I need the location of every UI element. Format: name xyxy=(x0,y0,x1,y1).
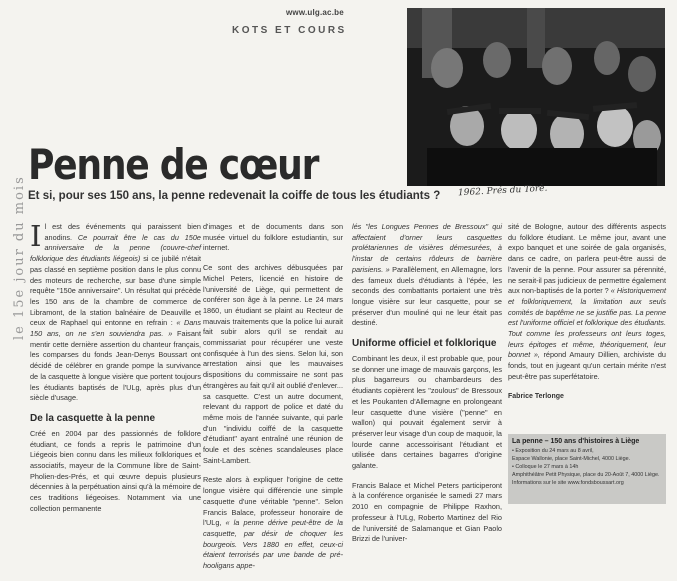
site-url: www.ulg.ac.be xyxy=(286,8,344,17)
text: Ce pourrait être le cas du 150e anniversaire de la penne (couvre-chef folklorique des étudiants liégeois) xyxy=(30,232,201,264)
info-line: Espace Wallonie, place Saint-Michel, 4000 Liège. xyxy=(512,456,631,462)
paragraph xyxy=(508,222,666,383)
paragraph xyxy=(30,219,202,404)
paragraph: Créé en 2004 par des passionnés de folklore étudiant, ce fonds a repris le patrimoine d'un Liégeois bien connu dans les milieux folkloriques et associatifs, mayeur de la Commune libre de Saint-Pholien-des-Prés, et qui œuvre depuis plusieurs décennies à la perpétuation ainsi qu'à la mémoire de ces traditions liégeoises. Notamment via une collection permanente xyxy=(30,428,201,513)
text: l est des événements qui paraissent bien anodins. xyxy=(44,222,201,242)
side-label xyxy=(0,175,27,506)
text: Parallèlement, en Allemagne, lors des fameux duels d'étudiants à l'épée, les seconds des combattants portaient une très longue visière sur leur casquette, pour se préserver d'un mouliné qui ne leur était pas destiné. xyxy=(352,264,502,328)
quote: « Historiquement et folkloriquement, la limitation aux seuls comités de baptême ne se justifie pas. La penne est l'uniforme officiel et folklorique des étudiants. Tout comme les professeurs ont leurs toges, leurs épitoges et même, théoriquement, leur bonnet », xyxy=(508,286,666,360)
archive-photo xyxy=(407,8,665,203)
subheading: Uniforme officiel et folklorique xyxy=(352,338,497,350)
author-name: Fabrice Terlonge xyxy=(508,392,564,400)
article-subtitle: Et si, pour ses 150 ans, la penne redevenait la coiffe de tous les étudiants ? xyxy=(28,190,441,202)
info-line: • Exposition du 24 mars au 8 avril, xyxy=(512,448,594,454)
paragraph: Ce sont des archives débusquées par Michel Peters, licencié en histoire de l'université de Liège, qui permettent de conférer son âge à la penne. Le 24 mars 1860, un étudiant se plaint au Recteur de mauvais traitements que la police lui aurait fait subir alors qu'il se rendait au commissariat pour récupérer une veste confisquée à l'un des siens. Selon lui, son arrestation ainsi que les mauvaises dispositions du commissaire ne sont pas étrangères au fait qu'il ait oublié d'enlever... sa casquette. C'est un autre document, relevant du rapport de police et daté du même mois de l'année suivante, qui parle d'un "individu coiffé de la casquette d'étudiant" ayant entraîné une réunion de foule et des scènes scandaleuses place Saint-Lambert. xyxy=(203,263,343,465)
quote: « la penne dérive peut-être de la casquette, par désir de choquer les bourgeois. Vers 1880 en effet, ceux-ci étaient terrorisés par une bande de pré-hooligans appe- xyxy=(203,518,343,571)
article-title: Penne de cœur xyxy=(28,140,319,189)
text: si ce jubilé n'était pas classé en septième position dans le plus connu des moteurs de recherche, sur base d'une simple requête "150e anniversaire". Un résultat qui précède les 150 ans de la chambre de commerce de Libramont, de la station balnéaire de Deauville et ceux de Raphael qui entonne en refrain : xyxy=(30,254,201,328)
subheading: De la casquette à la penne xyxy=(30,412,156,424)
info-line: Amphithéâtre Petit Physique, place du 20-Août 7, 4000 Liège. xyxy=(512,472,660,478)
side-label-text: le 15e jour du mois xyxy=(12,175,27,340)
photo-caption: 1962. Prés du Torè. xyxy=(457,183,548,199)
text: Faisant mentir cette dernière assertion du chanteur français, les comparses du fonds Jean-Denys Boussart ont décidé de célébrer en grande pompe la survivance de la casquette à longue visière que portent toujours les étudiants baptisés de l'ULg, après plus d'un siècle d'usage. xyxy=(30,329,201,403)
text: répond Amaury Dillien, archiviste du fonds, tout en jugeant qu'un certain mérite n'est peut-être pas superfétatoire. xyxy=(508,350,666,381)
paragraph xyxy=(203,475,343,571)
info-link[interactable]: Informations sur le site www.fondsboussart.org xyxy=(512,480,624,486)
crowd-photo-image xyxy=(407,8,665,203)
section-rubric: KOTS ET COURS xyxy=(232,25,347,36)
paragraph: d'images et de documents dans son musée virtuel du folklore estudiantin, sur internet. xyxy=(203,222,343,253)
column-3 xyxy=(352,222,502,554)
quote: « Dans 150 ans, on ne s'en souviendra pas. » xyxy=(30,318,202,339)
quote: lés "les Longues Pennes de Bressoux" qui affectaient d'orner leurs casquettes prolétariennes de visières démesurées, à l'instar de certains rôdeurs de barrière parisiens. » xyxy=(352,222,502,274)
text: Reste alors à expliquer l'origine de cette longue visière qui différencie une simple casquette d'une véritable "penne". Selon Francis Balace, professeur honoraire de l'ULg, xyxy=(203,475,343,528)
text: sité de Bologne, autour des différents aspects du folklore étudiant. Le même jour, avant une expo banquet et une soirée de gala organisés, dans ce cadre, on parlera peut-être aussi de l'avenir de la penne. Pour assurer sa pérennité, ne serait-il pas judicieux de permettre également aux non-baptisés de la porter ? xyxy=(508,222,666,296)
info-box-title: La penne – 150 ans d'histoires à Liège xyxy=(512,438,640,445)
paragraph: Combinant les deux, il est probable que, pour se donner une image de mauvais garçons, les plus bagarreurs ou chambardeurs des étudiants copièrent les "zoulous" de Bressoux et les Poukanten d'Allemagne en prolongeant leur casquette d'une visière ("penne" en wallon) qui pouvait également servir à préserver leur visage d'un coup de maquoir, la lourde canne accessoirisant l'étudiant et utilisée dans certaines bagarres d'origine galante. xyxy=(352,354,502,471)
info-line: • Colloque le 27 mars à 14h xyxy=(512,464,579,470)
column-1 xyxy=(30,219,202,524)
column-4 xyxy=(508,222,666,402)
paragraph xyxy=(352,222,502,329)
event-info-box xyxy=(508,434,666,504)
dropcap: I xyxy=(30,219,42,253)
column-2 xyxy=(203,222,343,581)
paragraph: Francis Balace et Michel Peters participeront à la conférence organisée le samedi 27 mars 2010 en compagnie de Philippe Raxhon, professeur à l'ULg, Roberto Martinez del Rio de l'université de Salamanque et Gian Paolo Brizzi de l'univer- xyxy=(352,480,502,544)
